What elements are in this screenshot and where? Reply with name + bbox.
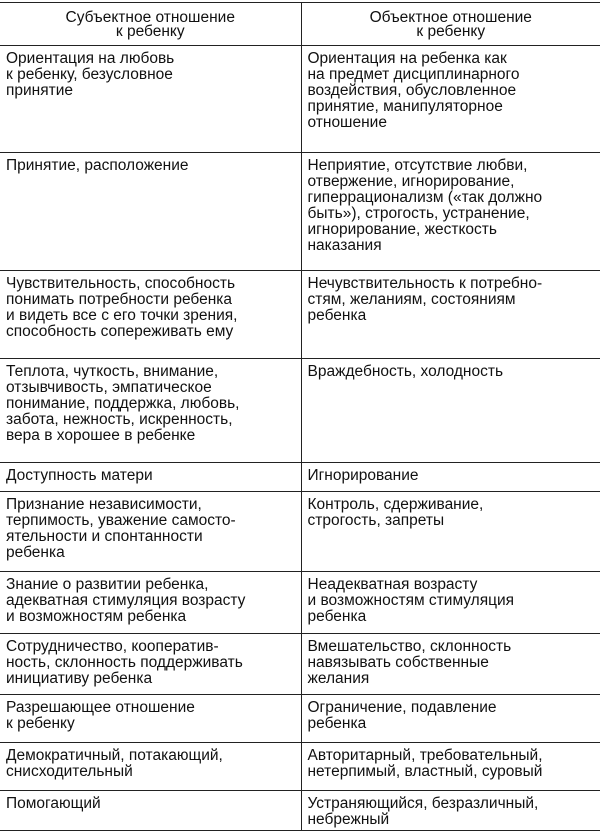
subject-cell: Признание независимости, терпимость, уважение самосто- ятельности и спонтанности ребенка (0, 492, 301, 572)
subject-cell: Демократичный, потакающий, снисходительный (0, 743, 301, 791)
subject-cell: Разрешающее отношение к ребенку (0, 695, 301, 743)
subject-cell: Сотрудничество, кооператив- ность, склонность поддерживать инициативу ребенка (0, 634, 301, 695)
comparison-table (0, 2, 600, 831)
object-cell: Ориентация на ребенка как на предмет дисциплинарного воздействия, обусловленное принятие, манипуляторное отношение (301, 46, 600, 153)
object-cell: Авторитарный, требовательный, нетерпимый, властный, суровый (301, 743, 600, 791)
subject-cell: Помогающий (0, 791, 301, 831)
header-row (0, 3, 600, 46)
object-cell: Контроль, сдерживание, строгость, запреты (301, 492, 600, 572)
table-row (0, 153, 600, 271)
table-row (0, 271, 600, 359)
table-row (0, 463, 600, 492)
table-row (0, 743, 600, 791)
header-subject: Субъектное отношение к ребенку (0, 3, 301, 46)
object-cell: Устраняющийся, безразличный, небрежный (301, 791, 600, 831)
object-cell: Враждебность, холодность (301, 359, 600, 463)
subject-cell: Чувствительность, способность понимать потребности ребенка и видеть все с его точки зрения, способность сопереживать ему (0, 271, 301, 359)
object-cell: Игнорирование (301, 463, 600, 492)
subject-cell: Ориентация на любовь к ребенку, безусловное принятие (0, 46, 301, 153)
header-object: Объектное отношение к ребенку (301, 3, 600, 46)
subject-cell: Знание о развитии ребенка, адекватная стимуляция возрасту и возможностям ребенка (0, 572, 301, 634)
table-row (0, 359, 600, 463)
table-row (0, 634, 600, 695)
subject-cell: Доступность матери (0, 463, 301, 492)
object-cell: Ограничение, подавление ребенка (301, 695, 600, 743)
table-row (0, 492, 600, 572)
subject-cell: Принятие, расположение (0, 153, 301, 271)
object-cell: Неадекватная возрасту и возможностям стимуляция ребенка (301, 572, 600, 634)
table-row (0, 695, 600, 743)
table-row (0, 791, 600, 831)
table-row (0, 572, 600, 634)
object-cell: Нечувствительность к потребно- стям, желаниям, состояниям ребенка (301, 271, 600, 359)
object-cell: Вмешательство, склонность навязывать собственные желания (301, 634, 600, 695)
object-cell: Неприятие, отсутствие любви, отвержение, игнорирование, гиперрационализм («так должно быть»), строгость, устранение, игнорирование, жесткость наказания (301, 153, 600, 271)
table-row (0, 46, 600, 153)
subject-cell: Теплота, чуткость, внимание, отзывчивость, эмпатическое понимание, поддержка, любовь, забота, нежность, искренность, вера в хорошее в ребенке (0, 359, 301, 463)
